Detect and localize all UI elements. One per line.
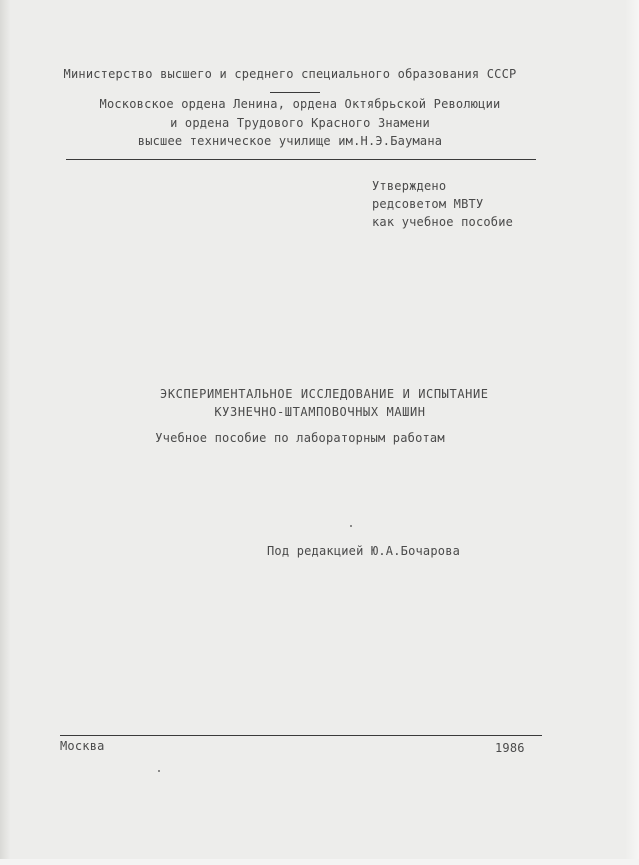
editor-line: Под редакцией Ю.А.Бочарова (267, 544, 461, 558)
footer-city: Москва (60, 739, 105, 753)
approval-line-1: Утверждено (372, 179, 447, 193)
school-line-3: высшее техническое училище им.Н.Э.Баумана (137, 134, 443, 148)
school-line-2: и ордена Трудового Красного Знамени (170, 116, 430, 130)
paper-bottom-edge (0, 859, 639, 865)
header-short-rule (270, 92, 320, 93)
header-rule (66, 159, 536, 160)
footer-rule (60, 735, 542, 736)
approval-line-2: редсоветом МВТУ (372, 197, 484, 211)
paper-speck (158, 770, 160, 772)
title-line-2: КУЗНЕЧНО-ШТАМПОВОЧНЫХ МАШИН (214, 405, 426, 419)
subtitle: Учебное пособие по лабораторным работам (155, 431, 445, 445)
paper-speck (350, 525, 352, 527)
paper-left-edge (0, 0, 10, 865)
approval-line-3: как учебное пособие (372, 215, 514, 229)
school-line-1: Московское ордена Ленина, ордена Октябрьской Революции (99, 97, 501, 111)
ministry-line: Министерство высшего и среднего специального образования СССР (63, 67, 517, 81)
paper-right-edge (625, 0, 639, 865)
title-line-1: ЭКСПЕРИМЕНТАЛЬНОЕ ИССЛЕДОВАНИЕ И ИСПЫТАНИЕ (160, 387, 489, 401)
footer-year: 1986 (495, 741, 525, 755)
